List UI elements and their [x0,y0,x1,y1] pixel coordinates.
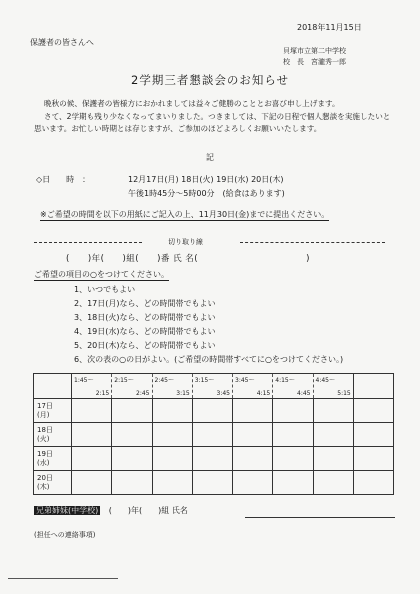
option-5[interactable]: 5、20日(木)なら、どの時間帯でもよい [74,341,216,350]
slot-header: 2:45～ 3:15 [152,374,192,399]
table-row [34,471,394,495]
dates-list: 12月17日(月) 18日(火) 19日(水) 20日(木) [128,175,284,184]
sibling-info-line[interactable]: ( )年( )組 氏名 [108,506,188,515]
time-cell[interactable] [273,447,313,471]
time-cell[interactable] [313,471,353,495]
time-cell[interactable] [233,447,273,471]
option-4[interactable]: 4、19日(水)なら、どの時間帯でもよい [74,327,216,336]
option-3[interactable]: 3、18日(火)なら、どの時間帯でもよい [74,313,216,322]
time-cell[interactable] [273,471,313,495]
page-title: 2学期三者懇談会のお知らせ [131,73,289,87]
time-cell[interactable] [192,399,232,423]
slot-header: 4:15～ 4:45 [273,374,313,399]
time-cell[interactable] [72,423,112,447]
submission-notice: ※ご希望の時間を以下の用紙にご記入の上、11月30日(金)までに提出ください。 [40,210,330,219]
time-cell[interactable] [313,399,353,423]
time-cell[interactable] [72,447,112,471]
scan-edge-line [8,578,118,579]
day-label: 20日 (木) [34,471,72,495]
greeting-paragraph-1: 晩秋の候、保護者の皆様方におかれましては益々ご健勝のこととお喜び申し上げます。 [44,99,340,108]
school-name: 貝塚市立第二中学校 [283,47,346,55]
dates-label: ◇日 時 ： [36,175,91,184]
table-header-row [34,374,394,399]
table-row [34,399,394,423]
contact-notes-area[interactable] [34,545,394,575]
date: 2018年11月15日 [297,23,362,32]
sibling-name-underline [245,517,395,518]
option-6[interactable]: 6、次の表の○の日がよい。(ご希望の時間帯すべてに○をつけてください。) [74,355,344,364]
slot-header: 1:45～ 2:15 [72,374,112,399]
contact-label: (担任への連絡事項) [34,531,96,539]
time-cell[interactable] [112,447,152,471]
option-2[interactable]: 2、17日(月)なら、どの時間帯でもよい [74,299,216,308]
day-label: 19日 (水) [34,447,72,471]
sibling-label: 兄弟姉妹(中学校) [36,506,99,515]
slot-header: 3:45～ 4:15 [233,374,273,399]
time-cell[interactable] [273,399,313,423]
student-info-line[interactable]: ( )年( )組( )番 氏 名( ) [66,254,310,264]
time-cell[interactable] [112,423,152,447]
time-cell[interactable] [72,471,112,495]
day-label: 18日 (火) [34,423,72,447]
time-cell[interactable] [233,423,273,447]
time-cell[interactable] [233,471,273,495]
instruction-text: ご希望の項目の○をつけてください。 [34,270,169,279]
recipient: 保護者の皆さんへ [30,38,94,47]
time-cell[interactable] [313,447,353,471]
slot-header: 4:45～ 5:15 [313,374,353,399]
time-cell[interactable] [112,471,152,495]
time-cell[interactable] [72,399,112,423]
ki-heading: 記 [206,153,214,162]
spare-cell[interactable] [353,423,393,447]
spare-cell[interactable] [353,471,393,495]
greeting-paragraph-2: さて、2学期も残り少なくなってまいりました。つきましては、下記の日程で個人懇談を実施したいと思います。お忙しい時期とは存じますが、ご参加のほどよろしくお願いいたします。 [34,112,391,133]
slot-header: 2:15～ 2:45 [112,374,152,399]
spare-column-header [353,374,393,399]
time-cell[interactable] [152,447,192,471]
sibling-row [34,505,188,516]
cut-line-label: 切り取り線 [168,238,203,246]
time-cell[interactable] [273,423,313,447]
principal-name: 校 長 宮瀧秀一郎 [283,58,346,66]
spare-cell[interactable] [353,399,393,423]
time-cell[interactable] [192,423,232,447]
table-row [34,423,394,447]
spare-cell[interactable] [353,447,393,471]
corner-cell [34,374,72,399]
schedule-table [33,373,394,495]
time-cell[interactable] [112,399,152,423]
time-cell[interactable] [313,423,353,447]
slot-header: 3:15～ 3:45 [192,374,232,399]
option-1[interactable]: 1、いつでもよい [74,285,136,294]
day-label: 17日 (月) [34,399,72,423]
time-cell[interactable] [192,447,232,471]
cut-line-right [240,242,385,243]
time-cell[interactable] [152,471,192,495]
time-cell[interactable] [152,423,192,447]
time-cell[interactable] [152,399,192,423]
time-cell[interactable] [192,471,232,495]
table-row [34,447,394,471]
time-range: 午後1時45分～5時00分 (給食はあります) [128,189,285,198]
time-cell[interactable] [233,399,273,423]
cut-line-left [34,242,142,243]
